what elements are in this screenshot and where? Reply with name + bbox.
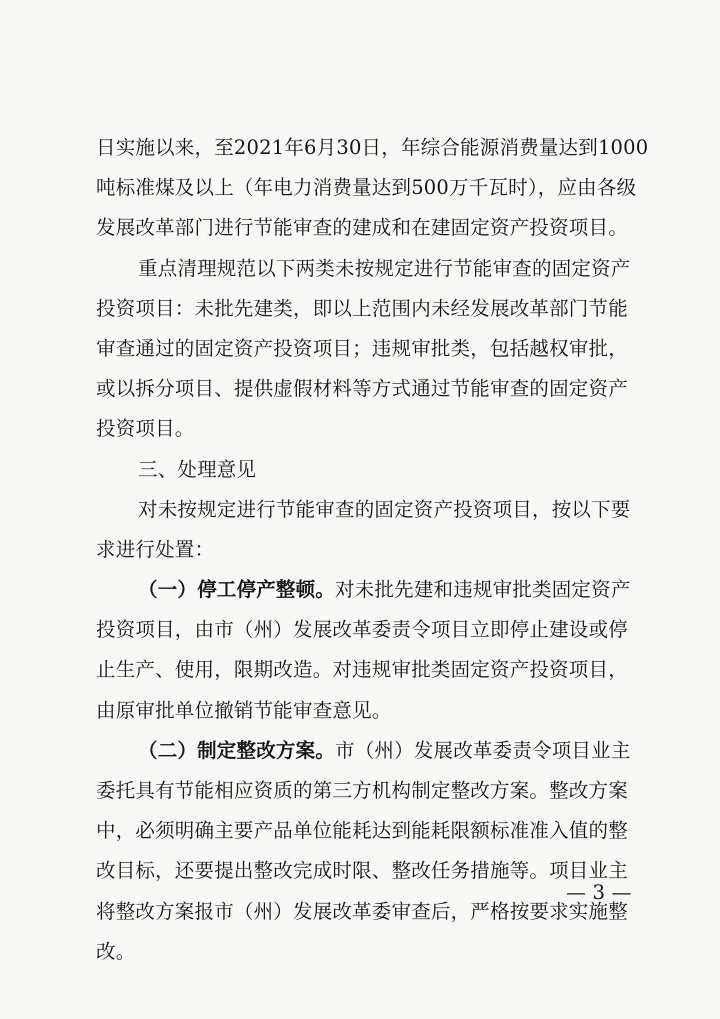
text-line: 止生产、使用，限期改造。对违规审批类固定资产投资项目，: [96, 658, 628, 682]
text-line: 日实施以来，至2021年6月30日，年综合能源消费量达到1000: [96, 136, 649, 159]
text-run: 市（州）发展改革委责令项目业主: [335, 738, 631, 762]
text-line: 求进行处置：: [96, 537, 215, 561]
text-line: 或以拆分项目、提供虚假材料等方式通过节能审查的固定资产: [96, 377, 628, 401]
text-line: 由原审批单位撤销节能审查意见。: [96, 698, 392, 722]
text-line: 对未按规定进行节能审查的固定资产投资项目，按以下要: [138, 497, 631, 521]
text-line: 审查通过的固定资产投资项目；违规审批类，包括越权审批，: [96, 336, 628, 360]
subsection-heading: （一）停工停产整顿。: [138, 578, 336, 602]
text-line: 吨标准煤及以上（年电力消费量达到500万千瓦时），应由各级: [96, 176, 637, 200]
subsection-heading: （二）制定整改方案。: [138, 738, 336, 762]
text-line: 委托具有节能相应资质的第三方机构制定整改方案。整改方案: [96, 779, 628, 802]
text-line: 发展改革部门进行节能审查的建成和在建固定资产投资项目。: [96, 216, 628, 240]
text-line: 中，必须明确主要产品单位能耗达到能耗限额标准准入值的整: [96, 819, 628, 843]
page-number: — 3 —: [566, 880, 632, 904]
text-line: 重点清理规范以下两类未按规定进行节能审查的固定资产: [138, 256, 631, 280]
section-heading: 三、处理意见: [138, 457, 257, 481]
text-line-with-heading: [96, 570, 636, 610]
text-line: 投资项目。: [96, 417, 195, 441]
document-body: [96, 128, 649, 972]
text-line: 改。: [96, 939, 136, 963]
text-line-with-heading: [96, 731, 636, 771]
text-line: 改目标，还要提出整改完成时限、整改任务措施等。项目业主: [96, 859, 628, 883]
text-line: 投资项目，由市（州）发展改革委责令项目立即停止建设或停: [96, 618, 628, 642]
text-line: 将整改方案报市（州）发展改革委审查后，严格按要求实施整: [96, 899, 628, 923]
text-run: 对未批先建和违规审批类固定资产: [335, 578, 631, 602]
text-line: 投资项目：未批先建类，即以上范围内未经发展改革部门节能: [96, 296, 628, 320]
